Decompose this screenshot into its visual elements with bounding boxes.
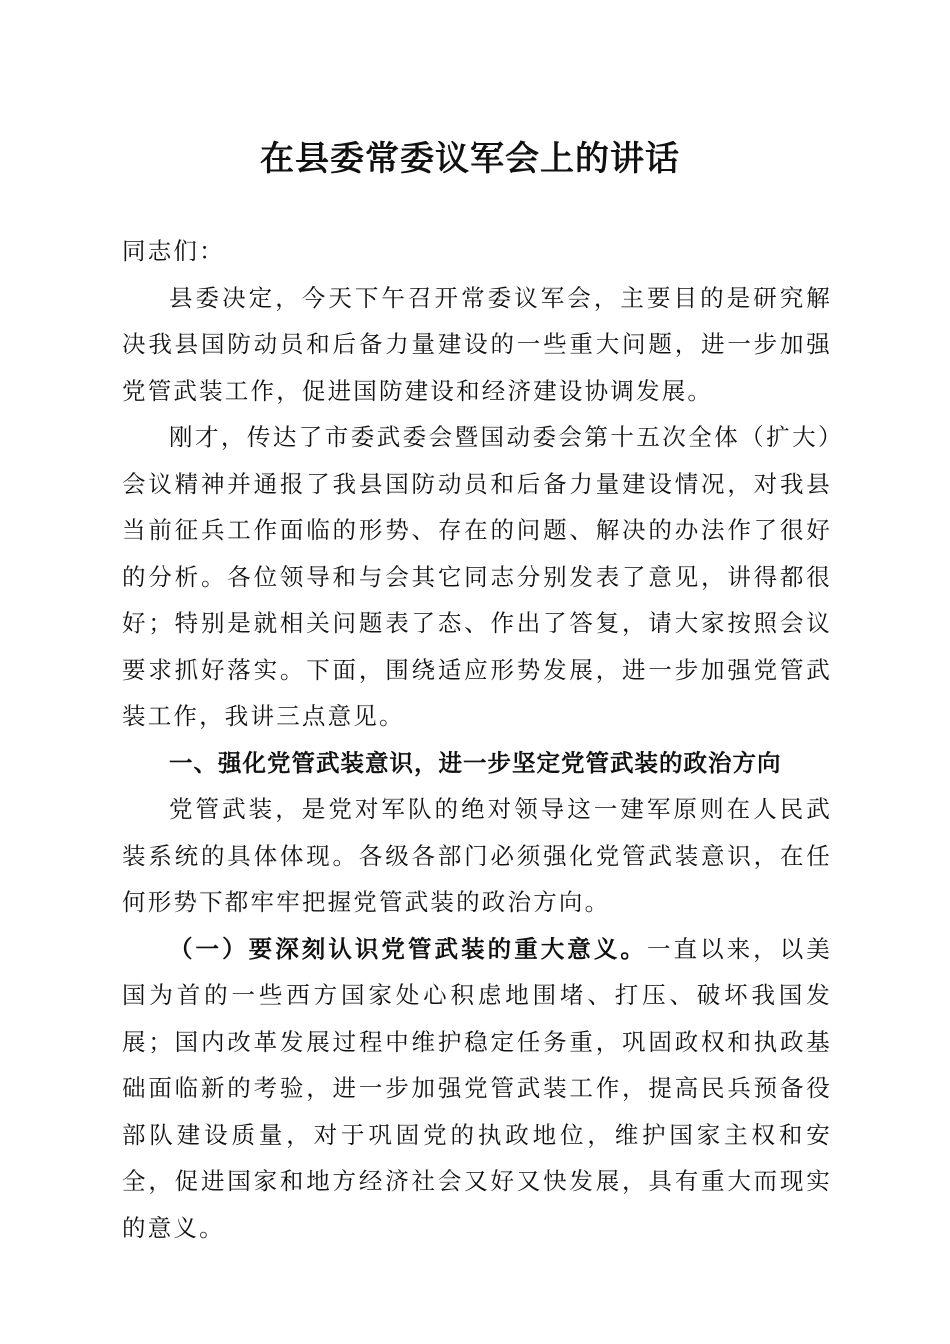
subsection-1-text: 一直以来，以美国为首的一些西方国家处心积虑地围堵、打压、破坏我国发展；国内改革发展过程中维护稳定任务重，巩固政权和执政基础面临新的考验，进一步加强党管武装工作，提高民兵预备役部队建设质量，对于巩固党的执政地位，维护国家主权和安全，促进国家和地方经济社会又好又快发展，具有重大而现实的意义。 [122,934,832,1242]
subsection-1-heading: （一）要深刻认识党管武装的重大意义。 [169,934,647,963]
section-1-heading: 一、强化党管武装意识，进一步坚定党管武装的政治方向 [169,748,782,777]
section-1-intro: 党管武装，是党对军队的绝对领导这一建军原则在人民武装系统的具体体现。各级各部门必须强化党管武装意识，在任何形势下都牢牢把握党管武装的政治方向。 [122,795,832,916]
paragraph-review: 刚才，传达了市委武委会暨国动委会第十五次全体（扩大）会议精神并通报了我县国防动员和后备力量建设情况，对我县当前征兵工作面临的形势、存在的问题、解决的办法作了很好的分析。各位领导和与会其它同志分别发表了意见，讲得都很好；特别是就相关问题表了态、作出了答复，请大家按照会议要求抓好落实。下面，围绕适应形势发展，进一步加强党管武装工作，我讲三点意见。 [122,423,832,730]
document-body [122,228,832,1251]
paragraph-purpose: 县委决定，今天下午召开常委议军会，主要目的是研究解决我县国防动员和后备力量建设的一些重大问题，进一步加强党管武装工作，促进国防建设和经济建设协调发展。 [122,283,832,405]
subsection-1-paragraph [122,926,832,1252]
document-title: 在县委常委议军会上的讲话 [260,139,680,179]
salutation: 同志们： [122,237,225,265]
